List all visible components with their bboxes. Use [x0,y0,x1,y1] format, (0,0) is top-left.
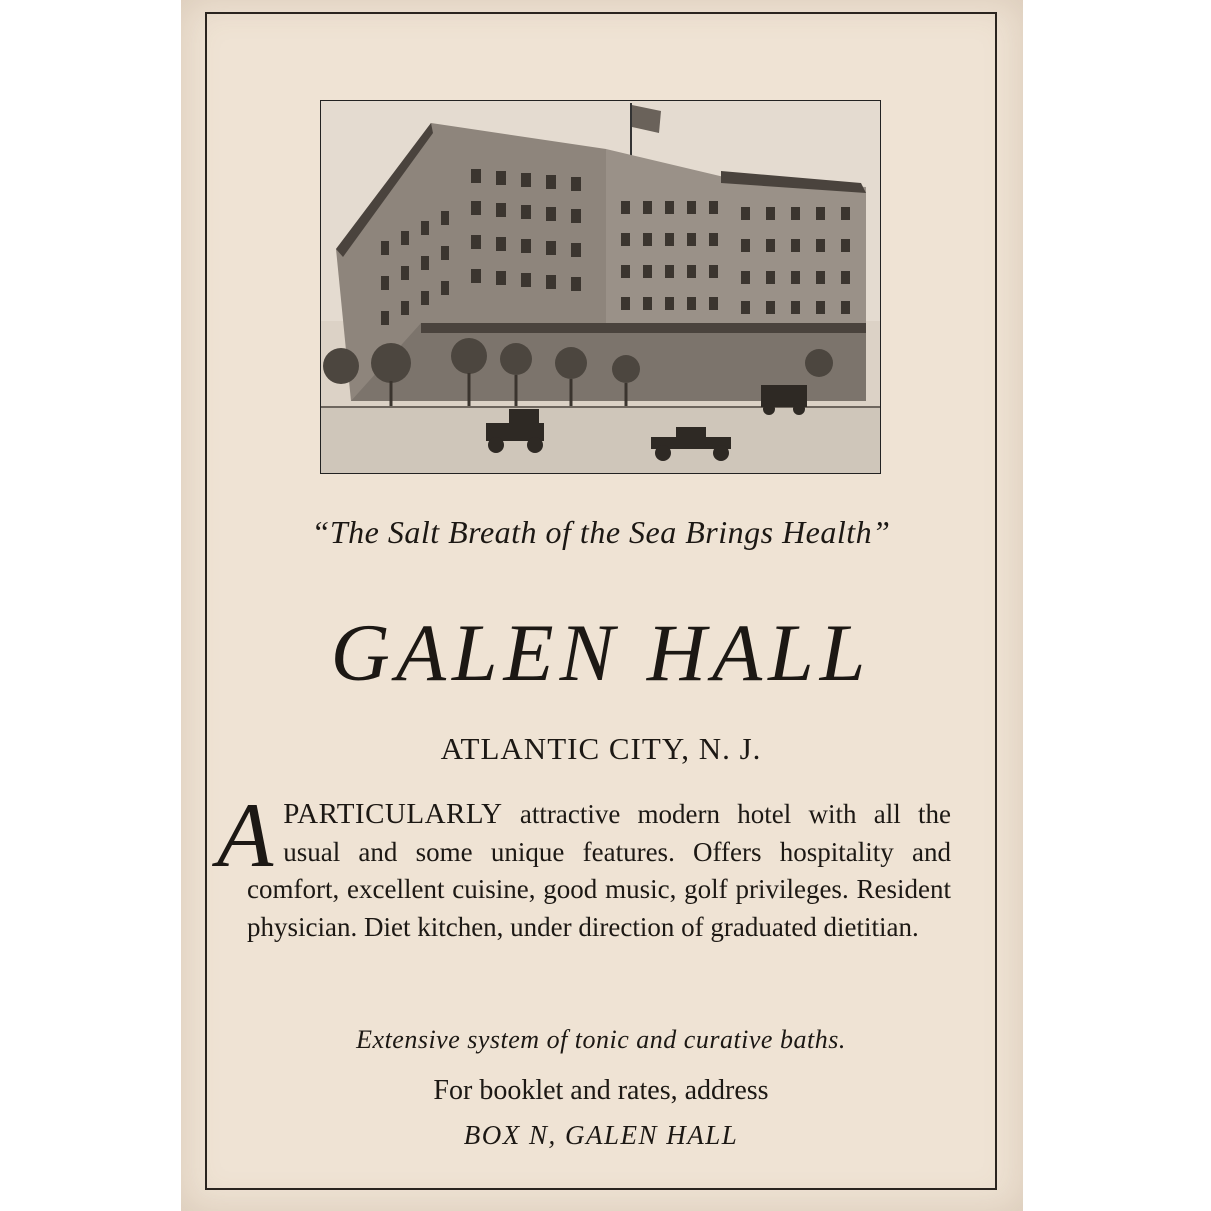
hotel-building-image [321,101,881,474]
address-line: BOX N, GALEN HALL [463,1120,739,1150]
lead-word: PARTICULARLY [283,798,503,830]
hotel-illustration [320,100,881,474]
hotel-location: ATLANTIC CITY, N. J. [440,731,762,766]
body-text: attractive modern hotel with all the usual and some unique features. Offers hospitality and comfort, excellent cuisine, good music, golf privileges. Resident physician. Diet kitchen, under direction of graduated dietitian. [247,799,951,942]
hotel-name-heading: GALEN HALL [330,607,872,698]
booklet-line: For booklet and rates, address [433,1075,769,1106]
baths-line: Extensive system of tonic and curative baths. [356,1025,846,1054]
ad-tagline: “The Salt Breath of the Sea Brings Health” [311,514,891,550]
drop-cap-letter: A [217,784,274,886]
ad-body-paragraph [217,784,951,946]
